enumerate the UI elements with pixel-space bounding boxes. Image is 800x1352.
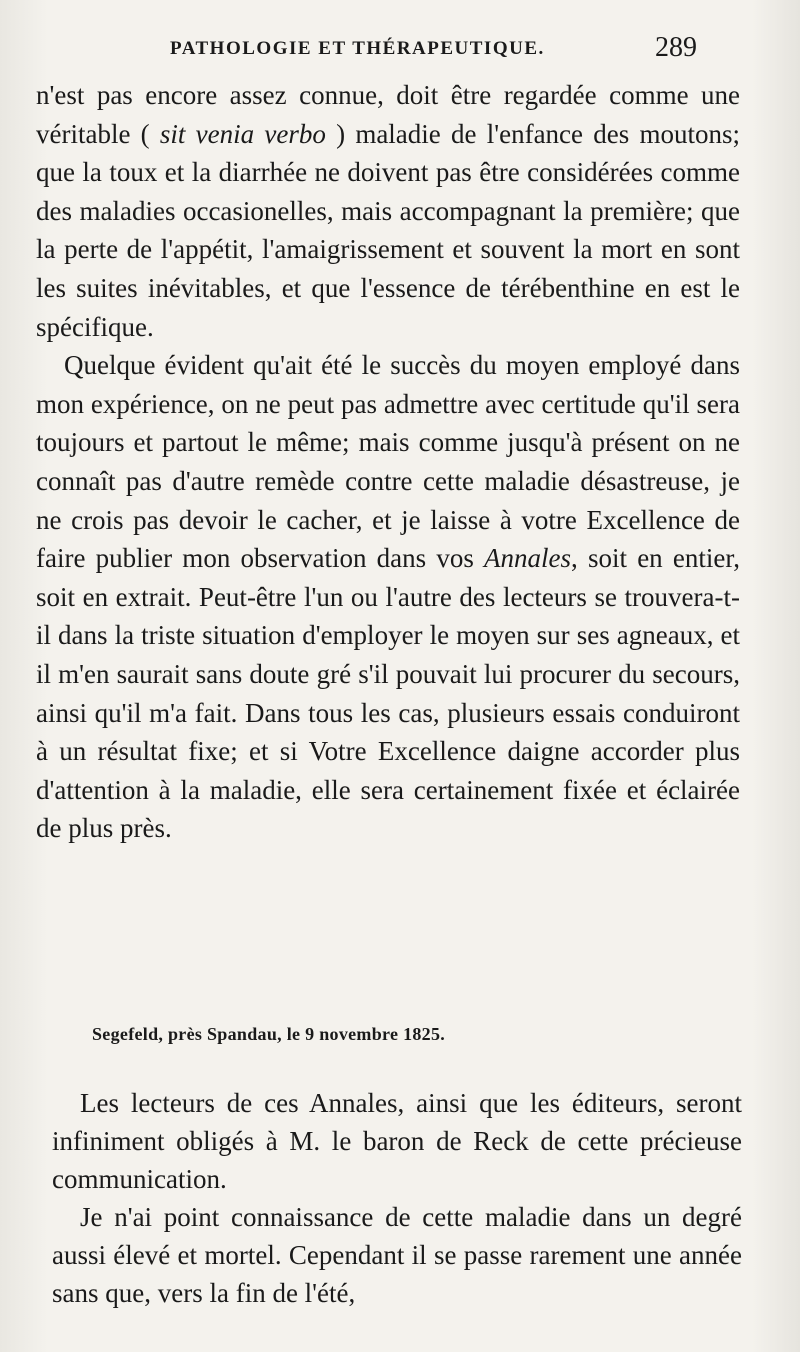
paragraph-4: Je n'ai point connaissance de cette maladie dans un degré aussi élevé et mortel. Cependant il se passe rarement une année sans que, vers la fin de l'été, xyxy=(52,1202,742,1308)
page-header xyxy=(0,34,800,74)
paragraph-1: n'est pas encore assez connue, doit être regardée comme une véritable ( sit venia verbo ) maladie de l'enfance des moutons; que la toux et la diarrhée ne doivent pas être considérées comme des maladies occasionelles, mais accompagnant la première; que la perte de l'appétit, l'amaigrissement et souvent la mort en sont les suites inévitables, et que l'essence de térébenthine en est le spécifique. xyxy=(36,80,740,342)
paragraph-2: Quelque évident qu'ait été le succès du moyen employé dans mon expérience, on ne peut pas admettre avec certitude qu'il sera toujours et partout le même; mais comme jusqu'à présent on ne connaît pas d'autre remède contre cette maladie désastreuse, je ne crois pas devoir le cacher, et je laisse à votre Excellence de faire publier mon observation dans vos Annales, soit en entier, soit en extrait. Peut-être l'un ou l'autre des lecteurs se trouvera-t-il dans la triste situation d'employer le moyen sur ses agneaux, et il m'en saurait sans doute gré s'il pouvait lui procurer du secours, ainsi qu'il m'a fait. Dans tous les cas, plusieurs essais conduiront à un résultat fixe; et si Votre Excellence daigne accorder plus d'attention à la maladie, elle sera certainement fixée et éclairée de plus près. xyxy=(36,350,740,844)
page-number: 289 xyxy=(655,32,697,63)
running-head: PATHOLOGIE ET THÉRAPEUTIQUE. xyxy=(170,38,545,59)
italic-annales: Annales xyxy=(484,543,572,574)
paragraph-3: Les lecteurs de ces Annales, ainsi que les éditeurs, seront infiniment obligés à M. le baron de Reck de cette précieuse communication. xyxy=(52,1088,742,1194)
editor-note xyxy=(52,1084,742,1312)
signature-dateline: Segefeld, près Spandau, le 9 novembre 1825. xyxy=(92,1024,446,1044)
italic-phrase: sit venia verbo xyxy=(159,118,326,149)
main-text xyxy=(36,76,740,848)
